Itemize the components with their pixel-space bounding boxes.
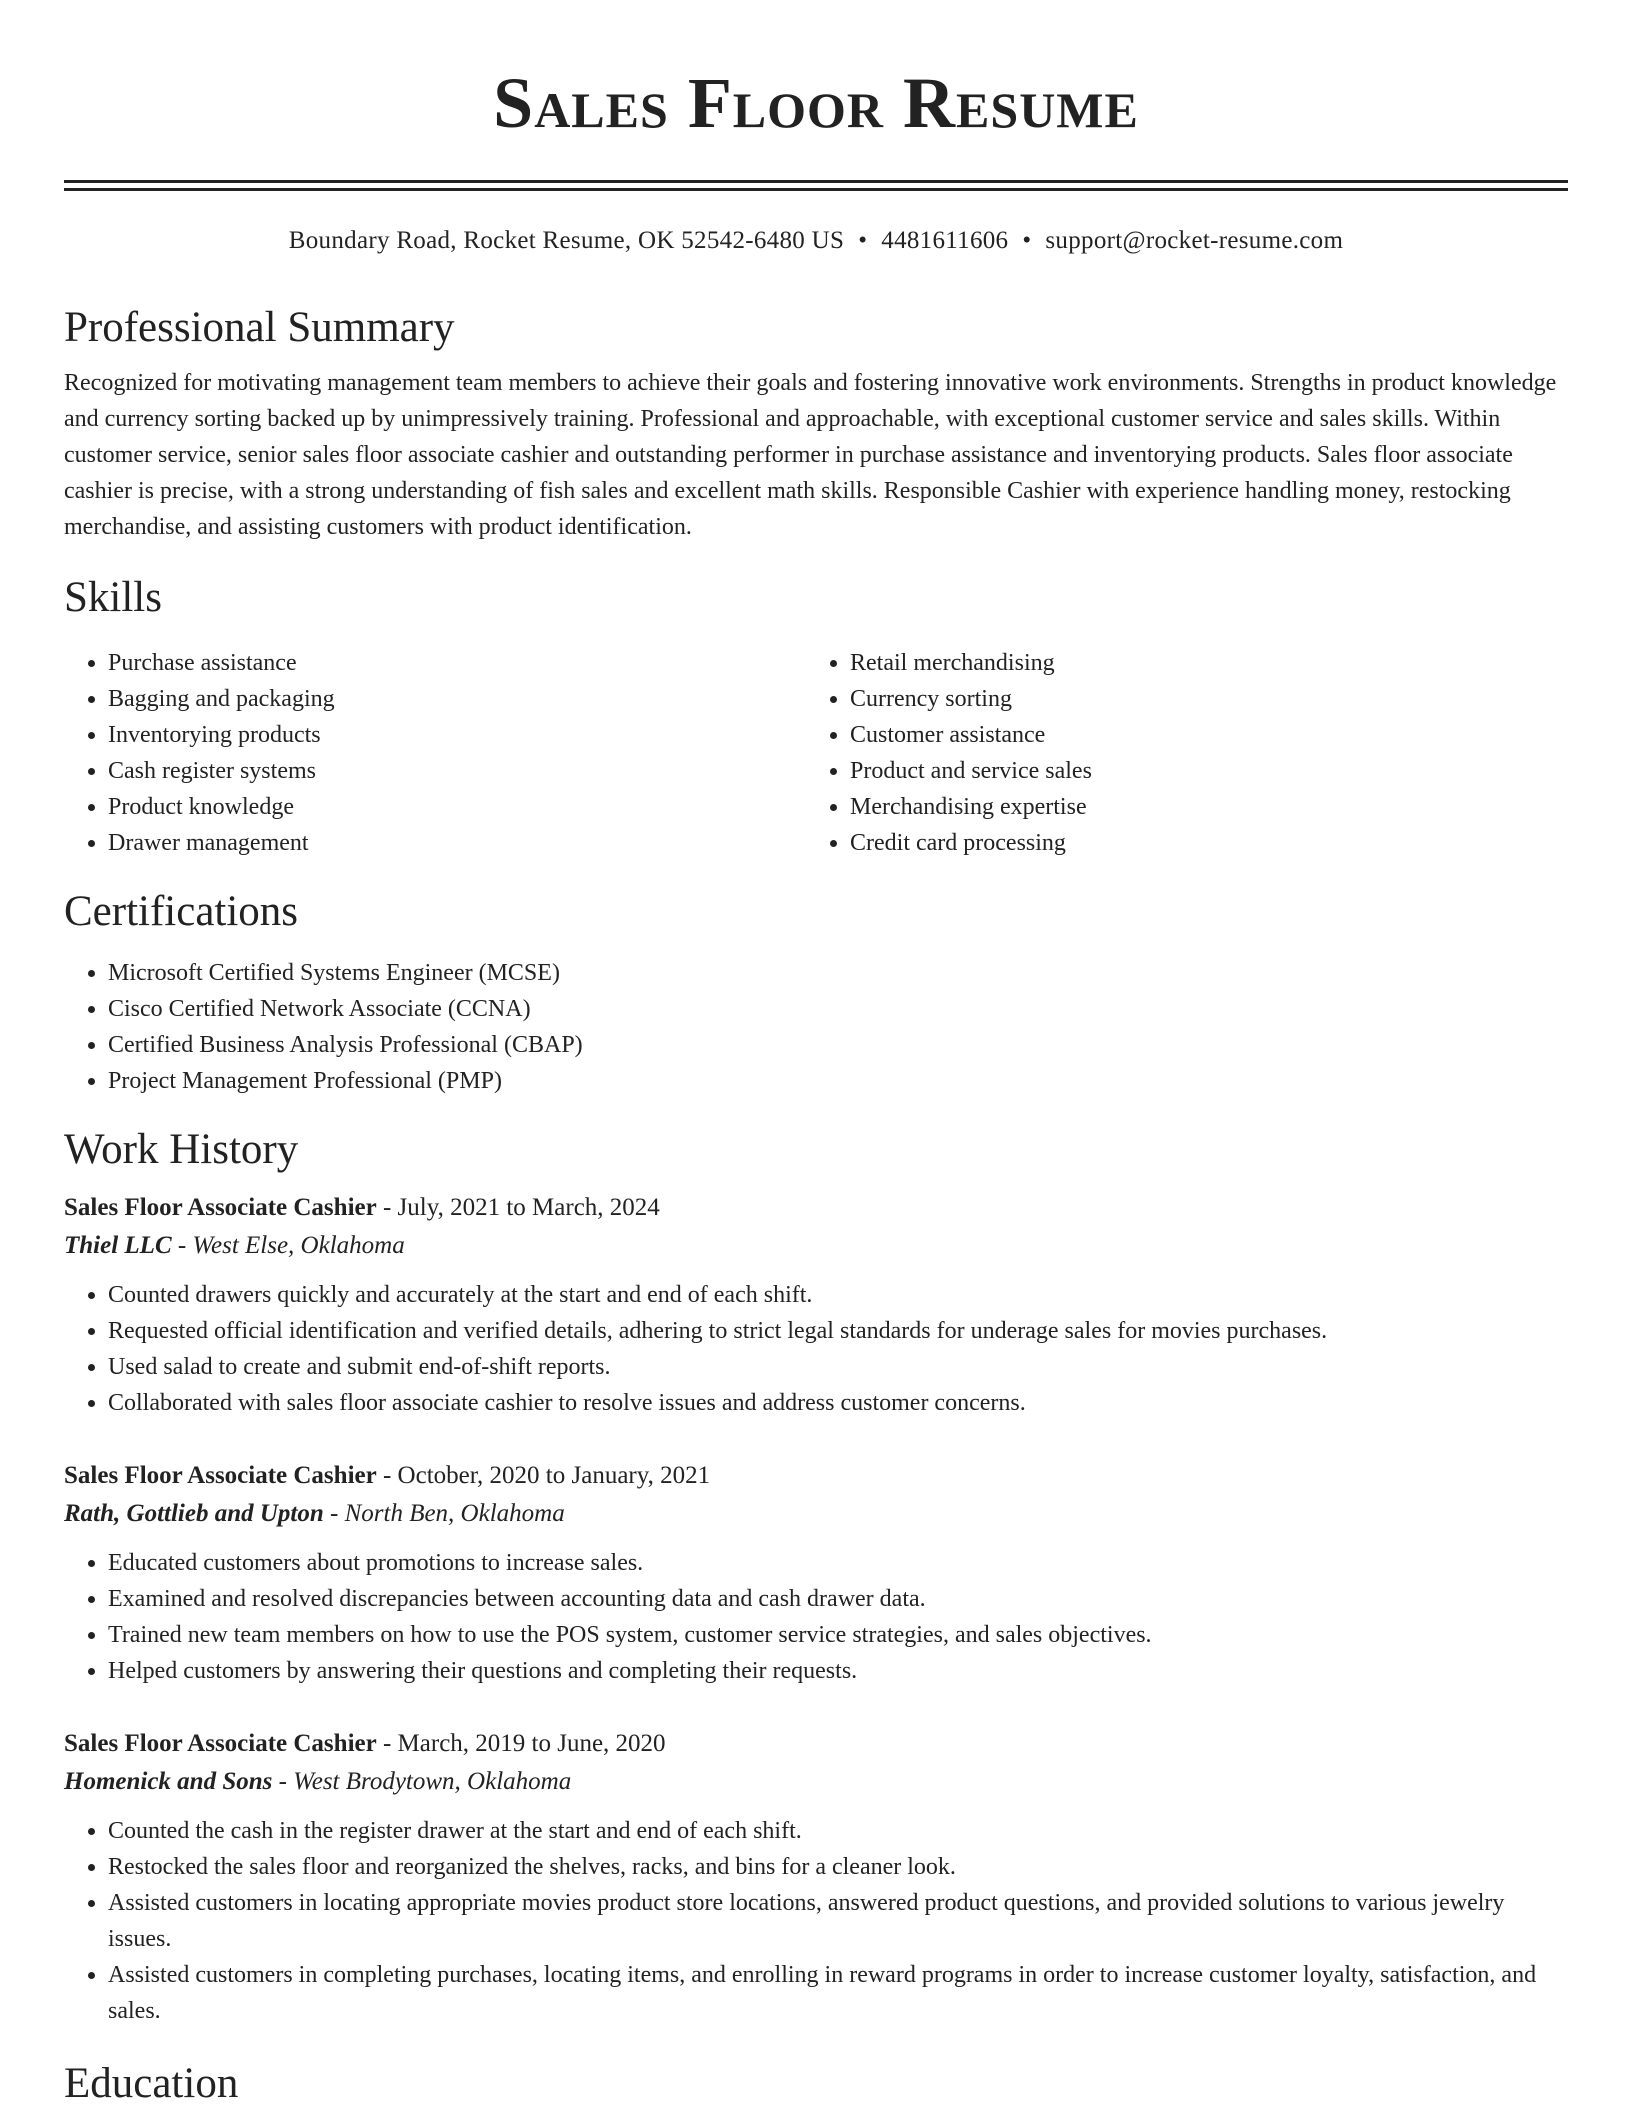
- job-company: Homenick and Sons: [64, 1768, 273, 1795]
- contact-address: Boundary Road, Rocket Resume, OK 52542-6480 US: [288, 227, 845, 254]
- job-entry: [64, 1725, 1568, 2029]
- work-history-heading: Work History: [64, 1126, 299, 1173]
- job-bullet: • Counted the cash in the register drawer at the start and end of each shift.: [108, 1813, 1568, 1849]
- certifications-list: [64, 955, 1568, 1099]
- certification-item: • Cisco Certified Network Associate (CCNA): [108, 991, 1568, 1027]
- skill-item: • Product and service sales: [850, 753, 1548, 789]
- skill-item: • Bagging and packaging: [108, 681, 806, 717]
- skill-item: • Credit card processing: [850, 825, 1548, 861]
- summary-text: Recognized for motivating management team members to achieve their goals and fostering innovative work environments. Strengths in product knowledge and currency sorting backed up by unimpressively training. Professional and approachable, with exceptional customer service and sales skills. Within customer service, senior sales floor associate cashier and outstanding performer in purchase assistance and inventorying products. Sales floor associate cashier is precise, with a strong understanding of fish sales and excellent math skills. Responsible Cashier with experience handling money, restocking merchandise, and assisting customers with product identification.: [64, 370, 1557, 540]
- job-bullet: • Trained new team members on how to use the POS system, customer service strategies, and sales objectives.: [108, 1617, 1568, 1653]
- title-divider-top: [64, 180, 1568, 183]
- contact-email: support@rocket-resume.com: [1045, 227, 1344, 254]
- job-company-line: [64, 1495, 1568, 1533]
- skill-item: • Currency sorting: [850, 681, 1548, 717]
- skill-item: • Cash register systems: [108, 753, 806, 789]
- job-title-line: [64, 1189, 1568, 1227]
- job-title: Sales Floor Associate Cashier: [64, 1730, 377, 1757]
- job-location: - North Ben, Oklahoma: [323, 1500, 565, 1527]
- certification-item: • Project Management Professional (PMP): [108, 1063, 1568, 1099]
- job-company-line: [64, 1763, 1568, 1801]
- job-location: - West Brodytown, Oklahoma: [272, 1768, 572, 1795]
- job-bullet: • Used salad to create and submit end-of-shift reports.: [108, 1349, 1568, 1385]
- skills-columns: [64, 645, 1568, 861]
- job-location: - West Else, Oklahoma: [171, 1232, 405, 1259]
- certification-item: • Microsoft Certified Systems Engineer (MCSE): [108, 955, 1568, 991]
- job-entry: [64, 1457, 1568, 1689]
- job-bullet: • Assisted customers in completing purchases, locating items, and enrolling in reward programs in order to increase customer loyalty, satisfaction, and sales.: [108, 1957, 1568, 2029]
- resume-title: Sales Floor Resume: [493, 63, 1139, 143]
- job-title-line: [64, 1457, 1568, 1495]
- skill-item: • Inventorying products: [108, 717, 806, 753]
- contact-phone: 4481611606: [881, 227, 1009, 254]
- job-company-line: [64, 1227, 1568, 1265]
- skill-item: • Merchandising expertise: [850, 789, 1548, 825]
- skill-item: • Retail merchandising: [850, 645, 1548, 681]
- skills-column-right: [806, 645, 1548, 861]
- job-bullet: • Examined and resolved discrepancies between accounting data and cash drawer data.: [108, 1581, 1568, 1617]
- skill-item: • Drawer management: [108, 825, 806, 861]
- contact-line: [64, 225, 1568, 257]
- skill-item: • Purchase assistance: [108, 645, 806, 681]
- job-bullet: • Counted drawers quickly and accurately at the start and end of each shift.: [108, 1277, 1568, 1313]
- skill-item: • Customer assistance: [850, 717, 1548, 753]
- job-bullets: [64, 1813, 1568, 2029]
- skills-heading: Skills: [64, 574, 162, 621]
- contact-separator: •: [1022, 227, 1032, 254]
- summary-heading: Professional Summary: [64, 304, 455, 351]
- skill-item: • Product knowledge: [108, 789, 806, 825]
- job-entry: [64, 1189, 1568, 1421]
- job-company: Rath, Gottlieb and Upton: [64, 1500, 324, 1527]
- job-dates: - October, 2020 to January, 2021: [376, 1462, 711, 1489]
- job-company: Thiel LLC: [64, 1232, 172, 1259]
- skills-column-left: [64, 645, 806, 861]
- job-bullet: • Assisted customers in locating appropriate movies product store locations, answered product questions, and provided solutions to various jewelry issues.: [108, 1885, 1568, 1957]
- job-title: Sales Floor Associate Cashier: [64, 1462, 377, 1489]
- job-title: Sales Floor Associate Cashier: [64, 1194, 377, 1221]
- job-title-line: [64, 1725, 1568, 1763]
- job-bullet: • Helped customers by answering their questions and completing their requests.: [108, 1653, 1568, 1689]
- job-dates: - March, 2019 to June, 2020: [376, 1730, 666, 1757]
- job-bullet: • Requested official identification and verified details, adhering to strict legal standards for underage sales for movies purchases.: [108, 1313, 1568, 1349]
- job-bullet: • Restocked the sales floor and reorganized the shelves, racks, and bins for a cleaner look.: [108, 1849, 1568, 1885]
- job-bullets: [64, 1277, 1568, 1421]
- certifications-heading: Certifications: [64, 888, 299, 935]
- education-heading: Education: [64, 2060, 239, 2107]
- contact-separator: •: [858, 227, 868, 254]
- certification-item: • Certified Business Analysis Professional (CBAP): [108, 1027, 1568, 1063]
- job-bullet: • Collaborated with sales floor associate cashier to resolve issues and address customer concerns.: [108, 1385, 1568, 1421]
- job-dates: - July, 2021 to March, 2024: [376, 1194, 660, 1221]
- job-bullets: [64, 1545, 1568, 1689]
- title-divider-bottom: [64, 188, 1568, 191]
- job-bullet: • Educated customers about promotions to increase sales.: [108, 1545, 1568, 1581]
